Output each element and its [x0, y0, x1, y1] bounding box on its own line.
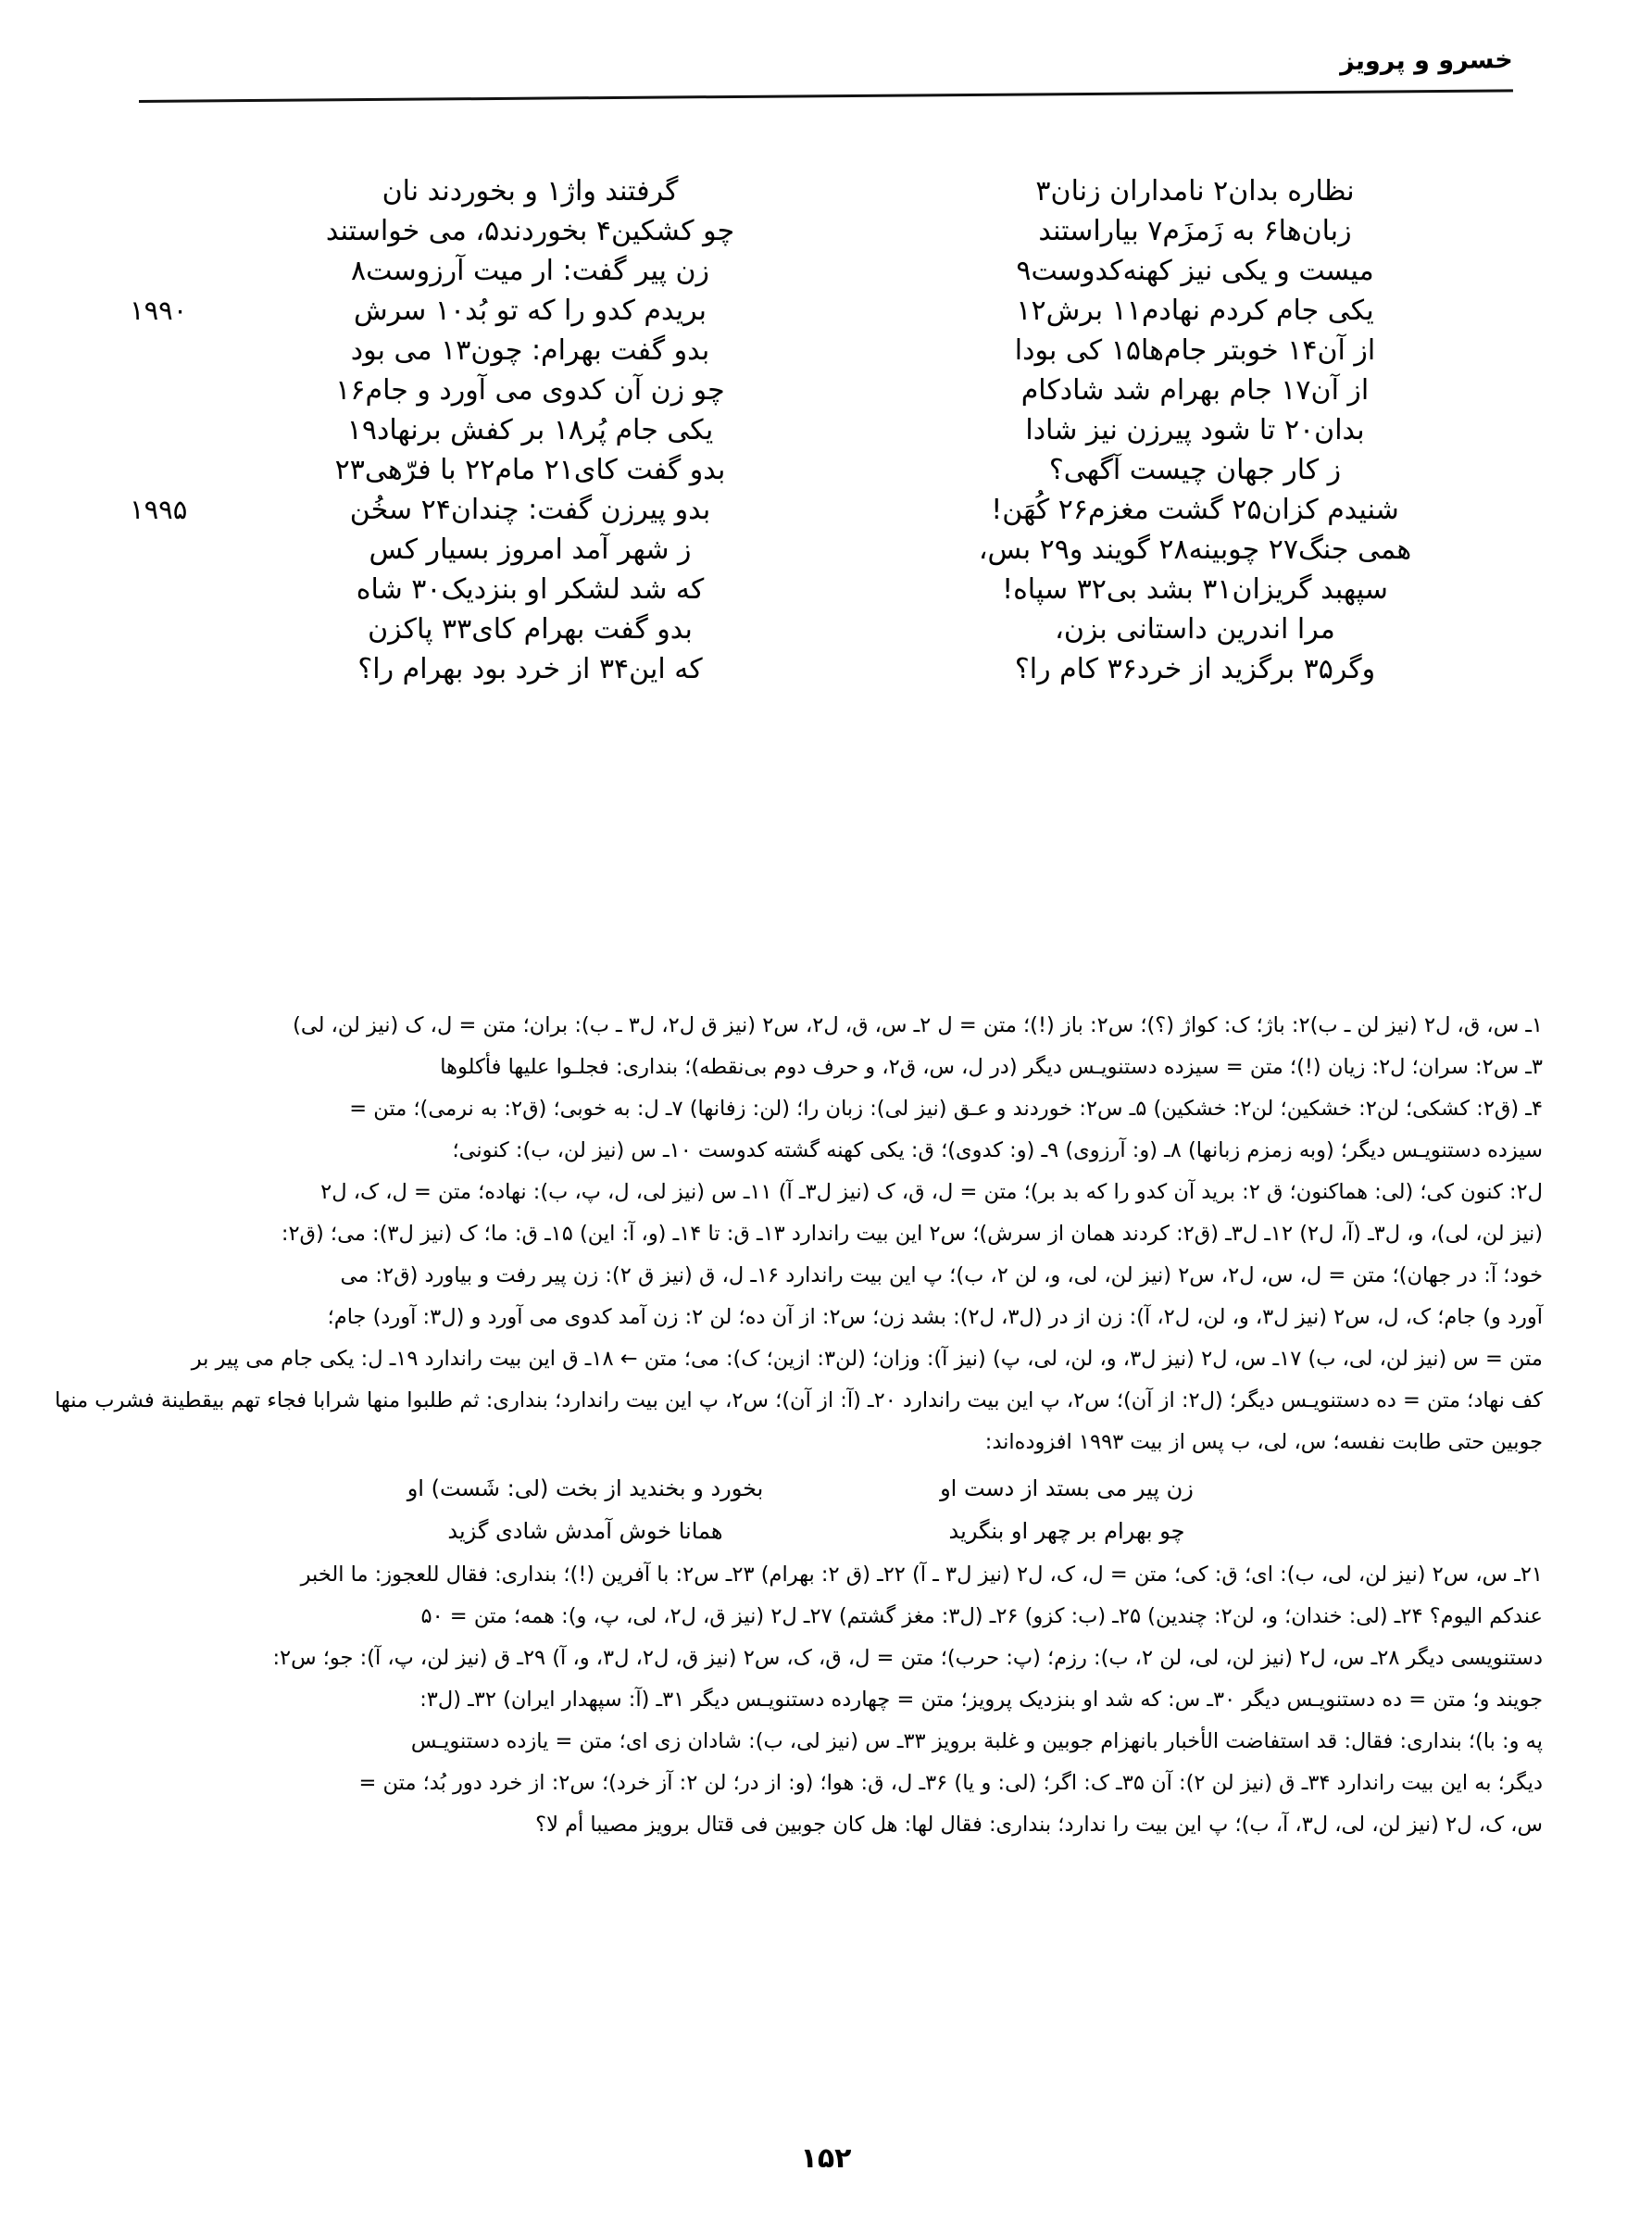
hemistich-left: میست و یکی نیز کهنه‌کدوست۹	[1016, 255, 1374, 287]
verse-row	[130, 410, 1522, 450]
hemistich-right: بدو گفت بهرام: چون۱۳ می بود	[350, 334, 710, 367]
hemistich-left: از آن۱۷ جام بهرام شد شادکام	[1020, 374, 1370, 407]
apparatus-line: عندکم الیوم؟ ۲۴ـ (لی: خندان؛ و، لن۲: چندین) ۲۵ـ (ب: کزو) ۲۶ـ (ل۳: مغز گشتم) ۲۷ـ ل۲ (نیز ق، ل۲، لی، پ، و): همه؛ متن = ۵۰	[420, 1604, 1543, 1628]
verse-row	[130, 291, 1522, 331]
hemistich-left: ز کار جهان چیست آگهی؟	[1048, 454, 1342, 486]
apparatus-line: جویند و؛ متن = ده دستنویـس دیگر ۳۰ـ س: که شد او بنزدیک پرویز؛ متن = چهارده دستنویـس دیگر ۳۱ـ (آ: سپهدار ایران) ۳۲ـ (ل۳:	[419, 1688, 1543, 1712]
hemistich-right: چو کشکین۴ بخوردند۵، می خواستند	[325, 215, 735, 247]
apparatus-line: ۴ـ (ق۲: کشکی؛ لن۲: خشکین؛ لن۲: خشکین) ۵ـ س۲: خوردند و عـق (نیز لی): زبان را؛ (لن: زفانها) ۷ـ ل: به خوبی؛ (ق۲: به نرمی)؛ متن =	[349, 1097, 1543, 1121]
hemistich-left: شنیدم کزان۲۵ گشت مغزم۲۶ کُهَن!	[991, 494, 1399, 526]
running-head-title: خسرو و پرویز	[1340, 45, 1514, 76]
verse-row	[130, 649, 1522, 689]
hemistich-right: ز شهر آمد امروز بسیار کس	[369, 533, 692, 566]
verse-table-body	[130, 171, 1522, 689]
verse-number: ۱۹۹۵	[130, 494, 188, 525]
apparatus-line: آورد و) جام؛ ک، ل، س۲ (نیز ل۳، و، لن، ل۲، آ): زن از در (ل۳، ل۲): بشد زن؛ س۲: از آن ده؛ لن ۲: زن آمد کدوی می آورد و (ل۳: آورد) جام؛	[327, 1305, 1543, 1329]
verse-row	[130, 530, 1522, 570]
inset-hemistich-right: چو بهرام بر چهر او بنگرید	[948, 1518, 1185, 1544]
verse-row	[130, 370, 1522, 410]
apparatus-line: ۲۱ـ س، س۲ (نیز لن، لی، ب): ای؛ ق: کی؛ متن = ل، ک، ل۲ (نیز ل۳ ـ آ) ۲۲ـ (ق ۲: بهرام) ۲۳ـ س۲: با آفرین (!)؛ بنداری: فقال للعجوز: ما الخبر	[300, 1563, 1543, 1587]
verse-number: ۱۹۹۰	[130, 295, 188, 326]
apparatus-line: (نیز لن، لی)، و، ل۳ـ (آ، ل۲) ۱۲ـ ل۳ـ (ق۲: کردند همان از سرش)؛ س۲ این بیت راندارد ۱۳ـ ق: تا ۱۴ـ (و، آ: این) ۱۵ـ ق: ما؛ ک (نیز ل۳): می؛ (ق۲:	[281, 1222, 1543, 1246]
hemistich-right: که این۳۴ از خرد بود بهرام را؟	[357, 653, 703, 685]
critical-apparatus	[55, 1005, 1543, 1846]
apparatus-line: په و: با)؛ بنداری: فقال: قد استفاضت الأخبار بانهزام جوبین و غلبة برویز ۳۳ـ س (نیز لی، ب): شادان زی ای؛ متن = یازده دستنویـس	[410, 1729, 1543, 1753]
apparatus-line: کف نهاد؛ متن = ده دستنویـس دیگر؛ (ل۲: از آن)؛ س۲، پ این بیت راندارد ۲۰ـ (آ: از آن)؛ س۲، پ این بیت راندارد؛ بنداری: ثم طلبوا منها شرابا فجاء تهم بیقطینة فشرب منها	[55, 1388, 1543, 1412]
running-head	[139, 45, 1514, 104]
apparatus-line: جوبین حتی طابت نفسه؛ س، لی، ب پس از بیت ۱۹۹۳ افزوده‌اند:	[984, 1430, 1543, 1454]
inset-hemistich-left: بخورد و بخندید از بخت (لی: شَست) او	[407, 1475, 764, 1501]
apparatus-line: خود؛ آ: در جهان)؛ متن = ل، س، ل۲، س۲ (نیز لن، لی، و، لن ۲، ب)؛ پ این بیت راندارد ۱۶ـ ل، ق (نیز ق ۲): زن پیر رفت و بیاورد (ق۲: می	[340, 1263, 1543, 1287]
apparatus-line: ۳ـ س۲: سران؛ ل۲: زیان (!)؛ متن = سیزده دستنویـس دیگر (در ل، س، ق۲، و حرف دوم بی‌نقطه)؛ بنداری: فجلـوا علیها فأکلوها	[440, 1055, 1543, 1079]
hemistich-right: بدو پیرزن گفت: چندان۲۴ سخُن	[349, 494, 711, 526]
hemistich-right: بدو گفت بهرام کای۳۳ پاکزن	[368, 613, 693, 646]
apparatus-line: ۱ـ س، ق، ل۲ (نیز لن ـ ب)۲: باژ؛ ک: کواژ (؟)؛ س۲: باز (!)؛ متن = ل ۲ـ س، ق، ل۲، س۲ (نیز ق ل۲، ل۳ ـ ب): بران؛ متن = ل، ک (نیز لن، لی)	[293, 1013, 1543, 1037]
hemistich-left: مرا اندرین داستانی بزن،	[1055, 613, 1335, 646]
inset-hemistich-left: همانا خوش آمدش شادی گزید	[447, 1518, 723, 1544]
hemistich-left: یکی جام کردم نهادم۱۱ برش۱۲	[1016, 295, 1374, 327]
verse-row	[130, 251, 1522, 291]
hemistich-right: یکی جام پُر۱۸ بر کفش برنهاد۱۹	[346, 414, 714, 446]
hemistich-right: که شد لشکر او بنزدیک۳۰ شاه	[356, 573, 705, 606]
hemistich-left: همی جنگ۲۷ چوبینه۲۸ گویند و۲۹ بس،	[978, 533, 1412, 566]
hemistich-left: بدان۲۰ تا شود پیرزن نیز شادا	[1025, 414, 1365, 446]
apparatus-inset-couplet	[109, 1467, 1543, 1552]
verse-table	[130, 171, 1522, 689]
apparatus-line: متن = س (نیز لن، لی، ب) ۱۷ـ س، ل۲ (نیز ل۳، و، لن، لی، پ) (نیز آ): وزان؛ (لن۳: ازین؛ ک): می؛ متن ← ۱۸ـ ق این بیت راندارد ۱۹ـ ل: یکی جام می پیر بر	[191, 1347, 1543, 1371]
hemistich-left: سپهبد گریزان۳۱ بشد بی۳۲ سپاه!	[1002, 573, 1388, 606]
verse-block	[130, 171, 1522, 685]
verse-row	[130, 171, 1522, 211]
verse-row	[130, 609, 1522, 649]
hemistich-right: بدو گفت کای۲۱ مام۲۲ با فرّهی۲۳	[334, 454, 726, 486]
apparatus-line: دیگر؛ به این بیت راندارد ۳۴ـ ق (نیز لن ۲): آن ۳۵ـ ک: اگر؛ (لی: و یا) ۳۶ـ ل، ق: هوا؛ (و: از در؛ لن ۲: آز خرد)؛ س۲: از خرد دور بُد؛ متن =	[358, 1771, 1543, 1795]
apparatus-line: ل۲: کنون کی؛ (لی: هماکنون؛ ق ۲: برید آن کدو را که بد بر)؛ متن = ل، ق، ک (نیز ل۳ـ آ) ۱۱ـ س (نیز لی، ل، پ، ب): نهاده؛ متن = ل، ک، ل۲	[320, 1180, 1543, 1204]
apparatus-line: س، ک، ل۲ (نیز لن، لی، ل۳، آ، ب)؛ پ این بیت را ندارد؛ بنداری: فقال لها: هل کان جوبین فی قتال برویز مصیبا أم لا؟	[535, 1813, 1543, 1837]
apparatus-line: سیزده دستنویـس دیگر؛ (وبه زمزم زبانها) ۸ـ (و: آرزوی) ۹ـ (و: کدوی)؛ ق: یکی کهنه گشته کدوست ۱۰ـ س (نیز لن، ب): کنونی؛	[452, 1138, 1543, 1162]
hemistich-left: وگر۳۵ برگزید از خرد۳۶ کام را؟	[1014, 653, 1376, 685]
verse-row	[130, 490, 1522, 530]
inset-hemistich-right: زن پیر می بستد از دست او	[940, 1475, 1194, 1501]
verse-row	[130, 331, 1522, 370]
hemistich-right: بریدم کدو را که تو بُد۱۰ سرش	[354, 295, 707, 327]
hemistich-left: از آن۱۴ خوبتر جام‌ها۱۵ کی بودا	[1014, 334, 1376, 367]
header-rule	[139, 89, 1513, 103]
verse-row	[130, 570, 1522, 609]
hemistich-right: گرفتند واژ۱ و بخوردند نان	[382, 175, 679, 207]
hemistich-right: چو زن آن کدوی می آورد و جام۱۶	[335, 374, 725, 407]
verse-row	[130, 211, 1522, 251]
page-number: ۱۵۲	[800, 2142, 852, 2175]
hemistich-left: نظاره بدان۲ نامداران زنان۳	[1035, 175, 1355, 207]
inset-verse-row	[109, 1510, 1543, 1552]
inset-verse-row	[109, 1467, 1543, 1510]
apparatus-line: دستنویسی دیگر ۲۸ـ س، ل۲ (نیز لن، لی، لن ۲، ب): رزم؛ (پ: حرب)؛ متن = ل، ق، ک، س۲ (نیز ق، ل۲، ل۳، و، آ) ۲۹ـ ق (نیز لن، پ، آ): جو؛ س۲:	[272, 1646, 1543, 1670]
hemistich-left: زبان‌ها۶ به زَمزَم۷ بیاراستند	[1038, 215, 1352, 247]
hemistich-right: زن پیر گفت: ار میت آرزوست۸	[350, 255, 710, 287]
verse-row	[130, 450, 1522, 490]
